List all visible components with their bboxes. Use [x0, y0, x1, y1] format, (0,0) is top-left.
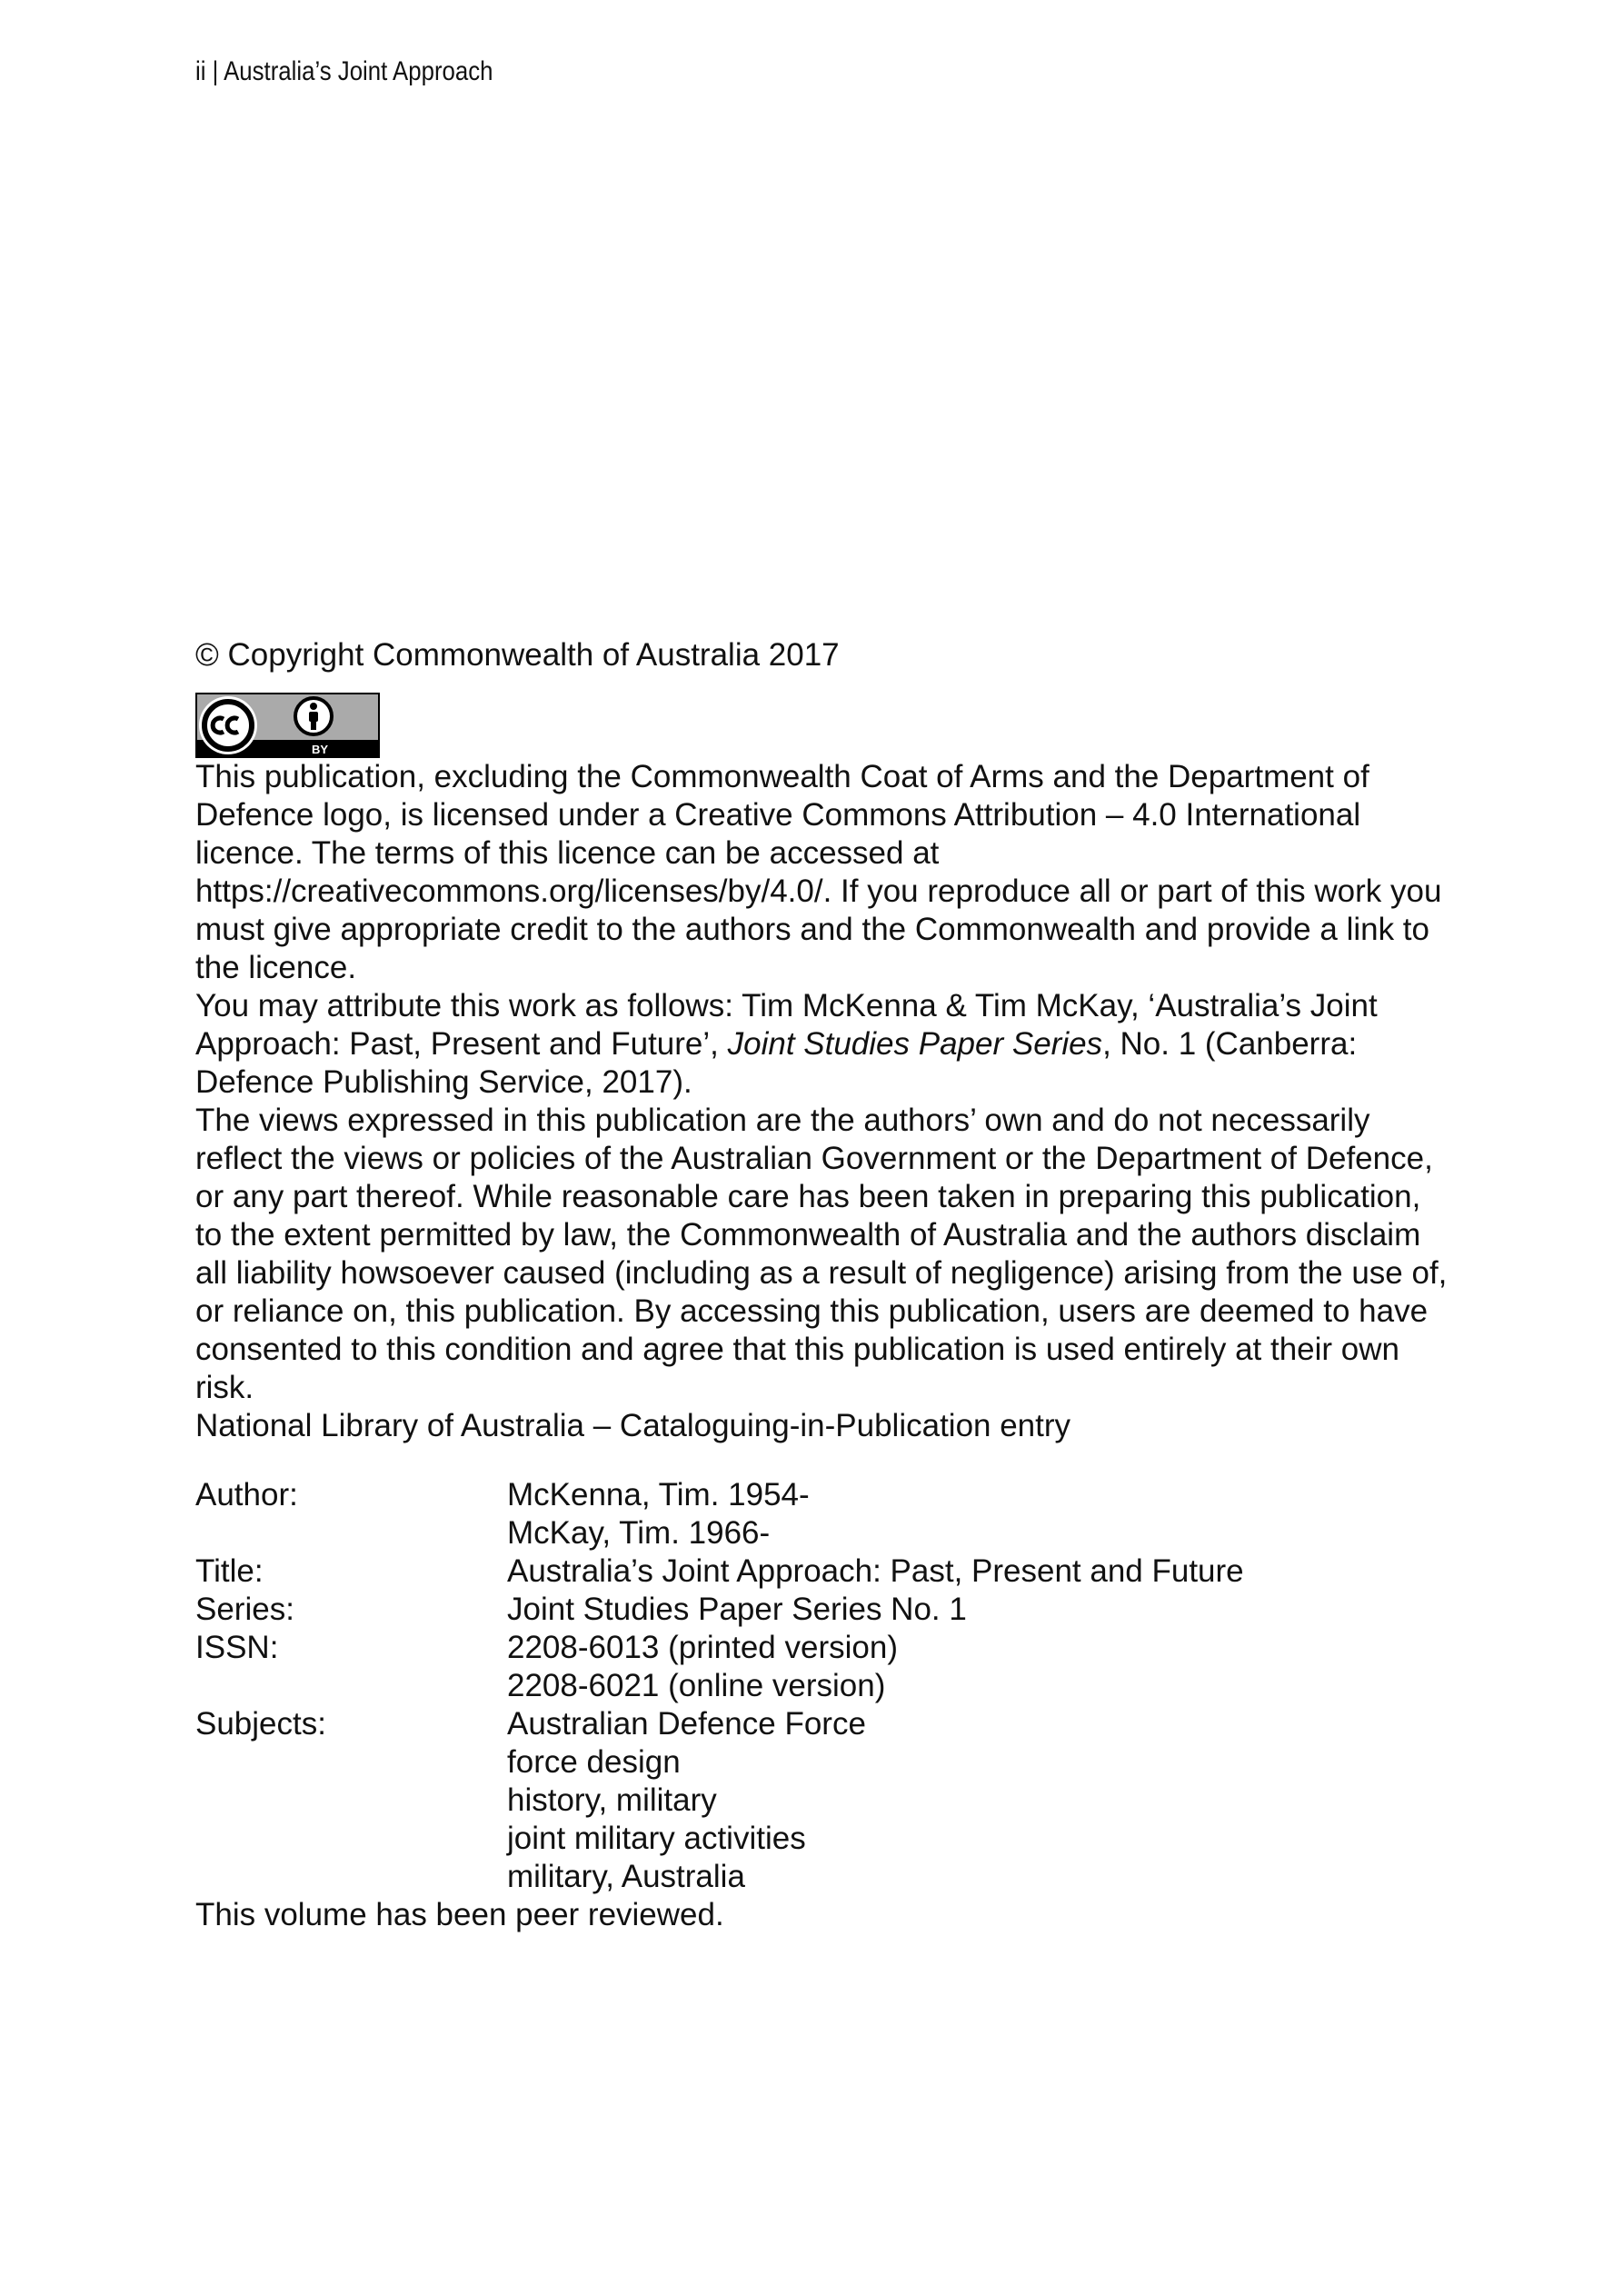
creative-commons-icon: [199, 696, 257, 754]
page-content: [195, 636, 1449, 1934]
catalogue-value: McKay, Tim. 1966-: [507, 1515, 771, 1551]
catalogue-value: Australia’s Joint Approach: Past, Present and Future: [507, 1553, 1244, 1589]
catalogue-label-author: Author:: [195, 1477, 298, 1512]
catalogue-value: Joint Studies Paper Series No. 1: [507, 1592, 967, 1627]
catalogue-value: Australian Defence Force: [507, 1706, 866, 1742]
catalogue-label-issn: ISSN:: [195, 1630, 279, 1665]
attribution-paragraph: [195, 987, 1449, 1102]
catalogue-value: McKenna, Tim. 1954-: [507, 1477, 810, 1512]
catalogue-value: history, military: [507, 1782, 717, 1818]
catalogue-value: 2208-6013 (printed version): [507, 1630, 898, 1665]
peer-review-note: This volume has been peer reviewed.: [195, 1897, 724, 1932]
cc-by-license-badge: [195, 693, 380, 758]
license-paragraph: This publication, excluding the Commonwealth Coat of Arms and the Department of Defence logo, is licensed under a Creative Commons Attribution – 4.0 International licence. The terms of this licence can be accessed at https://creativecommons.org/licenses/by/4.0/. If you reproduce all or part of this work you must give appropriate credit to the authors and the Commonwealth and provide a link to the licence.: [195, 759, 1442, 985]
catalogue-value: 2208-6021 (online version): [507, 1668, 886, 1703]
disclaimer-paragraph: The views expressed in this publication are the authors’ own and do not necessarily reflect the views or policies of the Australian Government or the Department of Defence, or any part thereof. While reasonable care has been taken in preparing this publication, to the extent permitted by law, the Commonwealth of Australia and the authors disclaim all liability howsoever caused (including as a result of negligence) arising from the use of, or reliance on, this publication. By accessing this publication, users are deemed to have consented to this condition and agree that this publication is used entirely at their own risk.: [195, 1103, 1448, 1405]
catalogue-value: joint military activities: [507, 1821, 806, 1856]
series-title: Joint Studies Paper Series: [727, 1026, 1103, 1062]
catalogue-value: military, Australia: [507, 1859, 745, 1894]
running-header: ii | Australia’s Joint Approach: [195, 56, 493, 86]
copyright-notice: © Copyright Commonwealth of Australia 2017: [195, 637, 840, 673]
cc-by-label: BY: [312, 743, 329, 756]
attribution-text: You may attribute this work as follows: Tim McKenna & Tim McKay, ‘Australia’s Joint Approach: Past, Present and Future’,: [195, 988, 1378, 1062]
catalogue-value: force design: [507, 1744, 681, 1780]
cataloguing-entry: [195, 1476, 1449, 1896]
attribution-text-end: , No. 1 (Canberra: Defence Publishing Service, 2017).: [195, 1026, 1358, 1100]
attribution-person-icon: [295, 698, 332, 734]
cataloguing-heading: National Library of Australia – Cataloguing-in-Publication entry: [195, 1408, 1071, 1443]
catalogue-label-series: Series:: [195, 1592, 294, 1627]
catalogue-label-subjects: Subjects:: [195, 1706, 326, 1742]
catalogue-label-title: Title:: [195, 1553, 264, 1589]
